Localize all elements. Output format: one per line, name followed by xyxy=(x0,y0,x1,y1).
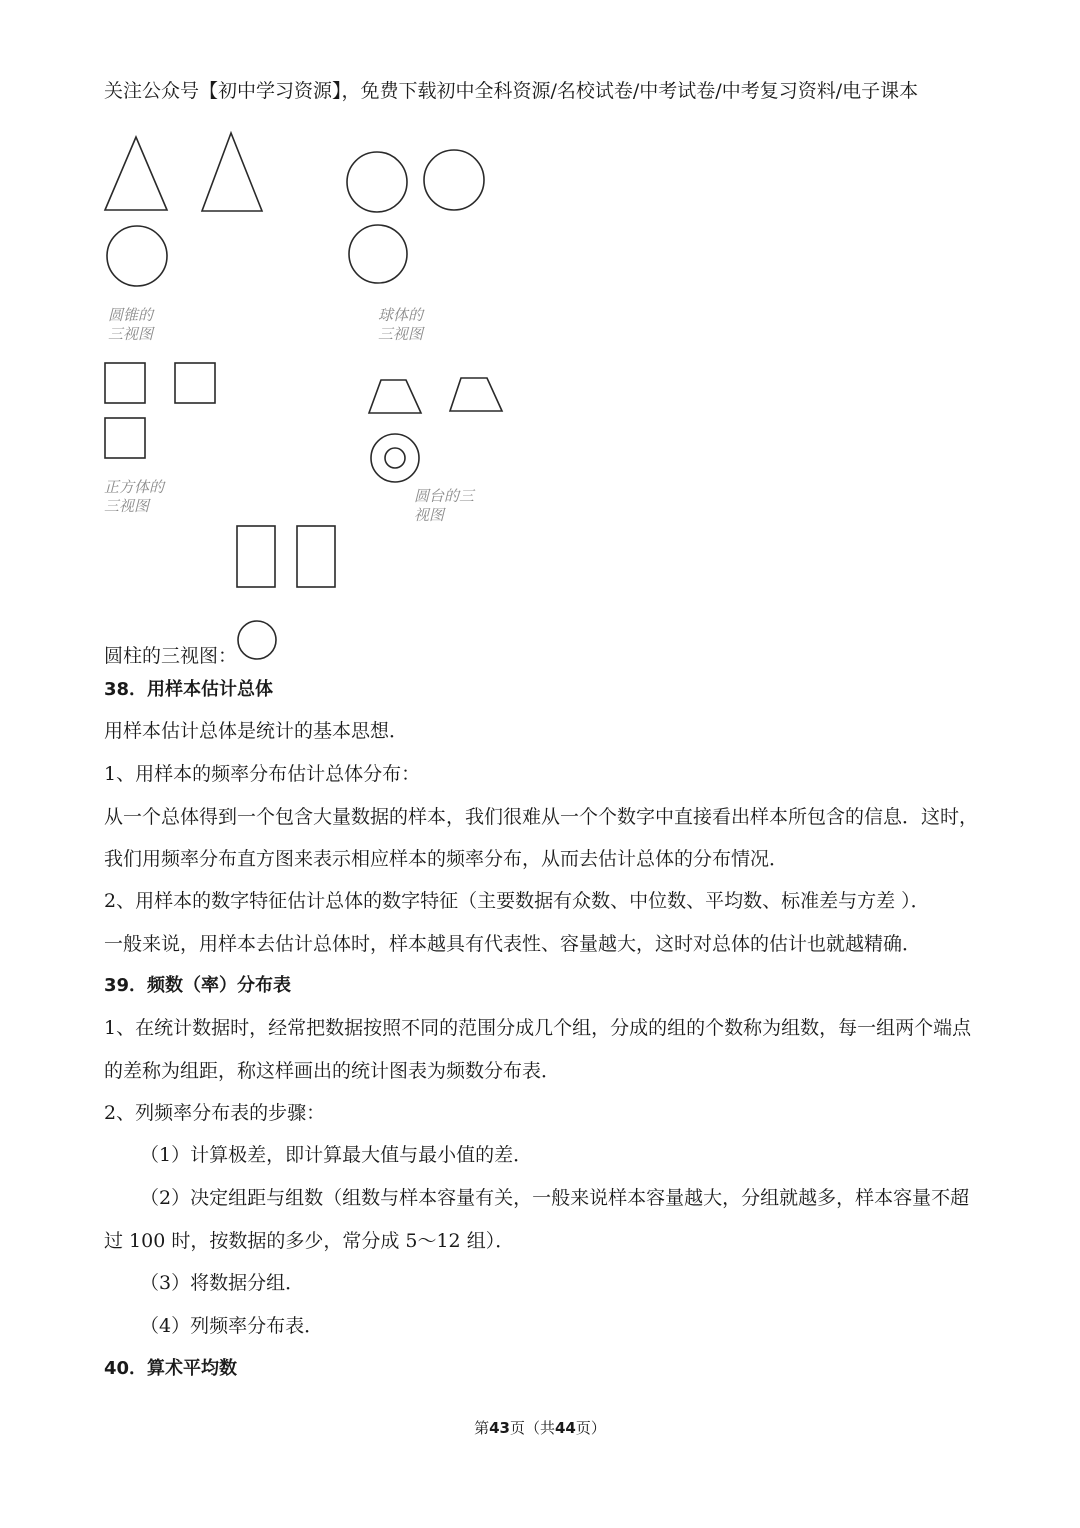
section-38-title: 38．用样本估计总体 xyxy=(104,679,274,700)
cylinder-top-view xyxy=(238,621,276,659)
three-views-figure xyxy=(0,0,1080,680)
cylinder-side-view xyxy=(297,526,335,587)
cone-top-view xyxy=(107,226,167,286)
cube-top-view xyxy=(105,418,145,458)
section-39-p1-line2: 的差称为组距，称这样画出的统计图表为频数分布表． xyxy=(104,1060,561,1082)
cylinder-caption: 圆柱的三视图： xyxy=(104,645,238,667)
cube-caption-line1: 正方体的 xyxy=(104,478,165,496)
footer-prefix: 第 xyxy=(474,1419,490,1437)
sphere-top-view xyxy=(349,225,407,283)
sphere-caption-line1: 球体的 xyxy=(378,306,424,324)
frustum-side-view xyxy=(450,378,502,411)
section-39-step2-line2: 过 100 时，按数据的多少，常分成 5～12 组）． xyxy=(104,1230,515,1252)
section-39-title: 39．频数（率）分布表 xyxy=(104,975,292,996)
section-40-title: 40．算术平均数 xyxy=(104,1358,238,1379)
cone-caption-line2: 三视图 xyxy=(108,325,154,343)
cylinder-front-view xyxy=(237,526,275,587)
cube-front-view xyxy=(105,363,145,403)
section-38-p5: 一般来说，用样本去估计总体时，样本越具有代表性、容量越大，这时对总体的估计也就越精确． xyxy=(104,933,922,955)
cube-side-view xyxy=(175,363,215,403)
frustum-caption-line1: 圆台的三 xyxy=(414,487,475,505)
footer-page-number: 43 xyxy=(489,1419,510,1437)
sphere-side-view xyxy=(424,150,484,210)
footer-suffix: 页） xyxy=(575,1419,606,1437)
sphere-front-view xyxy=(347,152,407,212)
frustum-caption-line2: 视图 xyxy=(414,506,445,524)
page-footer xyxy=(0,1418,1080,1438)
cube-caption-line2: 三视图 xyxy=(104,497,150,515)
frustum-front-view xyxy=(369,380,421,413)
section-38-p1: 用样本估计总体是统计的基本思想． xyxy=(104,720,409,742)
section-39-step3: （3）将数据分组． xyxy=(140,1272,305,1294)
frustum-top-outer xyxy=(371,434,419,482)
footer-middle: 页（共 xyxy=(509,1419,555,1437)
cone-front-view xyxy=(105,137,167,210)
section-39-step1: （1）计算极差，即计算最大值与最小值的差． xyxy=(140,1144,533,1166)
section-38-p4: 2、用样本的数字特征估计总体的数字特征（主要数据有众数、中位数、平均数、标准差与方差 ）． xyxy=(104,890,930,912)
header-notice: 关注公众号【初中学习资源】，免费下载初中全科资源/名校试卷/中考试卷/中考复习资料/电子课本 xyxy=(104,80,919,102)
section-38-p3-line1: 从一个总体得到一个包含大量数据的样本，我们很难从一个个数字中直接看出样本所包含的信息．这时， xyxy=(104,806,979,828)
cone-side-view xyxy=(202,133,262,211)
section-39-step4: （4）列频率分布表． xyxy=(140,1315,324,1337)
section-39-step2-line1: （2）决定组距与组数（组数与样本容量有关，一般来说样本容量越大，分组就越多，样本容量不超 xyxy=(140,1187,970,1209)
section-38-p2: 1、用样本的频率分布估计总体分布： xyxy=(104,763,421,785)
section-38-p3-line2: 我们用频率分布直方图来表示相应样本的频率分布，从而去估计总体的分布情况． xyxy=(104,848,789,870)
sphere-caption-line2: 三视图 xyxy=(378,325,424,343)
section-39-p1-line1: 1、在统计数据时，经常把数据按照不同的范围分成几个组，分成的组的个数称为组数，每一组两个端点 xyxy=(104,1017,972,1039)
footer-total-pages: 44 xyxy=(555,1419,576,1437)
frustum-top-inner xyxy=(385,448,405,468)
section-39-p2: 2、列频率分布表的步骤： xyxy=(104,1102,326,1124)
cone-caption-line1: 圆锥的 xyxy=(108,306,154,324)
